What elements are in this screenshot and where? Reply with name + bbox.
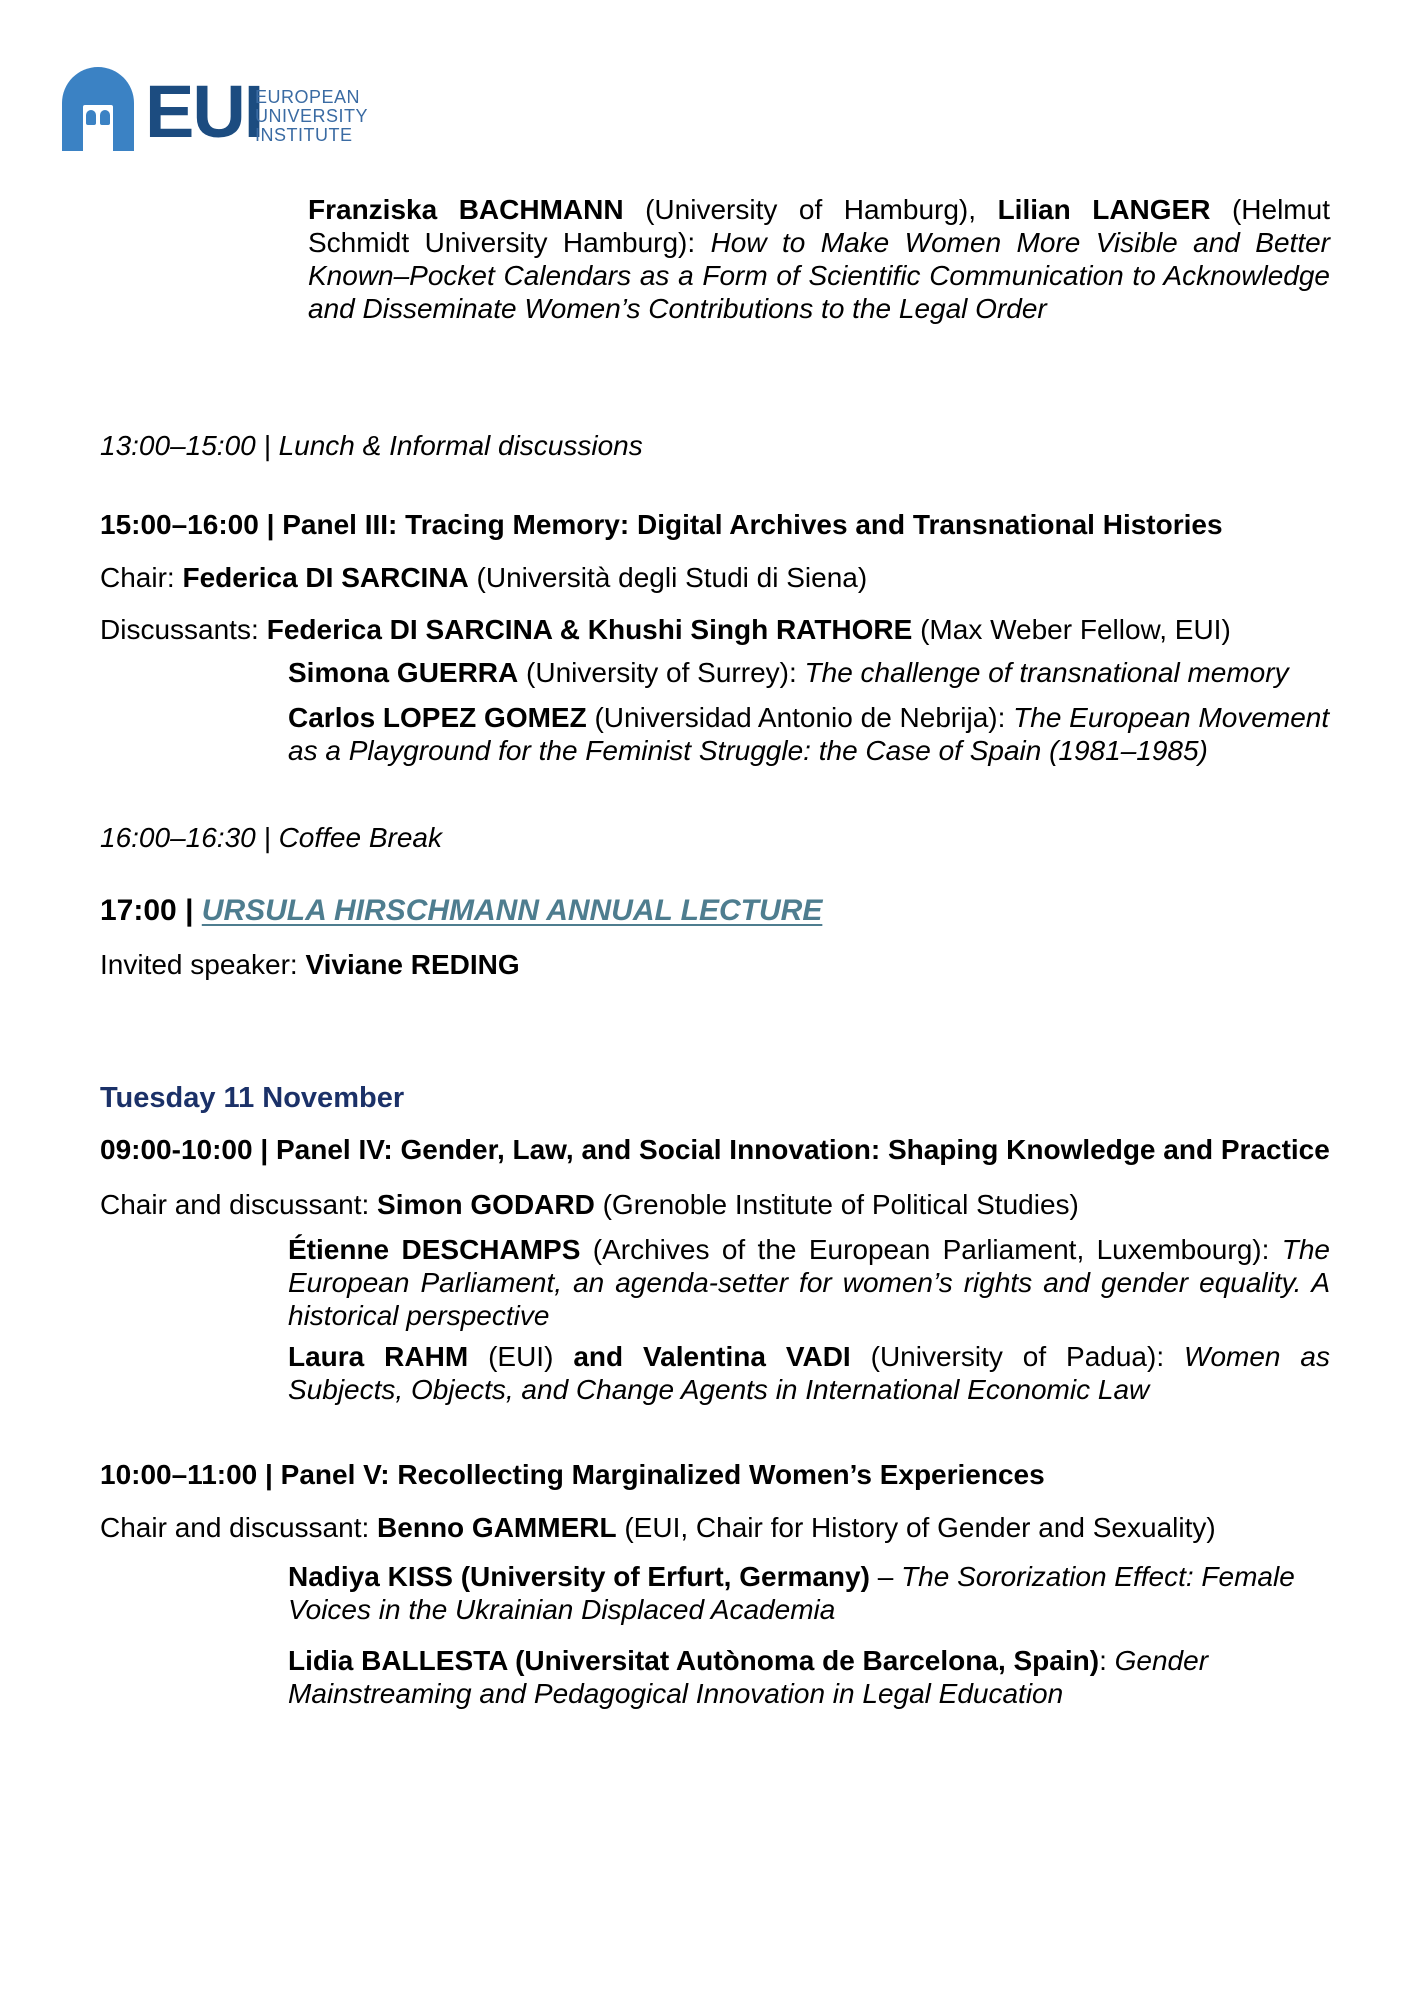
speaker-name: Carlos LOPEZ GOMEZ <box>288 702 587 734</box>
speaker-name: Nadiya KISS (University of Erfurt, Germany) <box>288 1561 870 1593</box>
panel-title: Panel IV: Gender, Law, and Social Innovation: Shaping Knowledge and Practice <box>275 1134 1330 1166</box>
chair-affiliation: (EUI, Chair for History of Gender and Sexuality) <box>616 1512 1216 1544</box>
paper-entry-guerra <box>288 656 1330 689</box>
speaker-affiliation: (University of Surrey): <box>518 657 805 689</box>
time-slot: 15:00–16:00 <box>100 509 259 541</box>
time-slot: 09:00-10:00 <box>100 1134 253 1166</box>
speaker-name: Simona GUERRA <box>288 657 519 689</box>
separator: | <box>257 1459 281 1491</box>
eui-name-line: UNIVERSITY <box>255 106 369 126</box>
chair-label: Chair: <box>100 562 183 594</box>
schedule-label: Coffee Break <box>278 822 442 854</box>
speaker-name: Étienne DESCHAMPS <box>288 1234 581 1266</box>
separator: | <box>255 430 279 462</box>
speaker-affiliation: (University of Hamburg), <box>623 194 998 225</box>
speaker-name: Franziska BACHMANN <box>308 194 624 225</box>
panel-5-chair-line <box>100 1511 1330 1544</box>
speaker-affiliation: (EUI) <box>468 1341 574 1373</box>
time-slot: 17:00 | <box>100 894 202 928</box>
chair-name: Federica DI SARCINA <box>182 562 469 594</box>
speaker-affiliation: (Archives of the European Parliament, Luxembourg): <box>580 1234 1282 1266</box>
separator: – <box>869 1561 902 1593</box>
paper-entry-ballesta <box>288 1644 1330 1710</box>
separator: : <box>1099 1645 1115 1677</box>
panel-title: Panel V: Recollecting Marginalized Women’s Experiences <box>280 1459 1045 1491</box>
paper-title: The European Movement as a Playground for the Feminist Struggle: the Case of Spain (1981–1985) <box>288 702 1330 767</box>
day-heading-tuesday: Tuesday 11 November <box>100 1081 405 1114</box>
paper-title: The European Parliament, an agenda-setter for women’s rights and gender equality. A historical perspective <box>288 1234 1330 1332</box>
separator: | <box>258 509 283 541</box>
schedule-item-annual-lecture <box>100 893 1330 928</box>
schedule-item-lunch <box>100 429 1330 462</box>
paper-title: The challenge of transnational memory <box>804 657 1289 689</box>
eui-institute-name <box>255 88 368 145</box>
schedule-item-coffee-break <box>100 821 1330 854</box>
ursula-hirschmann-lecture-link[interactable]: URSULA HIRSCHMANN ANNUAL LECTURE <box>201 894 823 928</box>
panel-3-discussants-line <box>100 613 1330 646</box>
eui-name-line: EUROPEAN <box>255 87 361 107</box>
separator: | <box>255 822 279 854</box>
speaker-name: Lilian LANGER <box>997 194 1211 225</box>
eui-arch-window-icon <box>86 110 96 125</box>
eui-arch-window-icon <box>100 110 110 125</box>
paper-entry-bachmann-langer <box>308 193 1330 325</box>
time-slot: 16:00–16:30 <box>100 822 256 854</box>
panel-4-chair-line <box>100 1188 1330 1221</box>
speaker-affiliation: (Universidad Antonio de Nebrija): <box>586 702 1014 734</box>
panel-heading-panel-3 <box>100 508 1330 541</box>
separator: | <box>252 1134 276 1166</box>
paper-entry-deschamps <box>288 1233 1330 1332</box>
eui-name-line: INSTITUTE <box>255 125 353 145</box>
program-content <box>0 193 1414 1710</box>
paper-entry-lopez-gomez <box>288 701 1330 767</box>
invited-speaker-name: Viviane REDING <box>305 948 520 980</box>
paper-entry-kiss <box>288 1560 1330 1626</box>
invited-speaker-label: Invited speaker: <box>100 948 306 980</box>
panel-heading-panel-4 <box>100 1133 1330 1166</box>
speaker-name: Lidia BALLESTA (Universitat Autònoma de Barcelona, Spain) <box>288 1645 1100 1677</box>
eui-arch-icon <box>62 67 134 151</box>
eui-acronym: EUI <box>145 70 263 153</box>
chair-name: Benno GAMMERL <box>377 1512 617 1544</box>
chair-name: Simon GODARD <box>377 1189 595 1221</box>
eui-logo <box>55 55 575 151</box>
panel-heading-panel-5 <box>100 1458 1330 1491</box>
paper-entry-rahm-vadi <box>288 1340 1330 1406</box>
discussant-affiliation: (Max Weber Fellow, EUI) <box>912 614 1231 646</box>
chair-affiliation: (Università degli Studi di Siena) <box>468 562 868 594</box>
chair-affiliation: (Grenoble Institute of Political Studies) <box>594 1189 1079 1221</box>
time-slot: 13:00–15:00 <box>100 430 256 462</box>
schedule-label: Lunch & Informal discussions <box>278 430 643 462</box>
paper-title: The Sororization Effect: Female Voices in the Ukrainian Displaced Academia <box>288 1561 1295 1626</box>
paper-title: Gender Mainstreaming and Pedagogical Innovation in Legal Education <box>288 1645 1209 1710</box>
invited-speaker-line <box>100 948 1330 981</box>
panel-title: Panel III: Tracing Memory: Digital Archives and Transnational Histories <box>282 509 1223 541</box>
panel-3-chair-line <box>100 561 1330 594</box>
chair-label: Chair and discussant: <box>100 1189 378 1221</box>
paper-title: How to Make Women More Visible and Better Known–Pocket Calendars as a Form of Scientific Communication to Acknowledge and Disseminate Women’s Contributions to the Legal Order <box>308 227 1330 325</box>
speaker-affiliation: (Helmut Schmidt University Hamburg): <box>308 194 1330 259</box>
eui-arch-door <box>83 105 113 151</box>
speaker-affiliation: (University of Padua): <box>850 1341 1185 1373</box>
discussant-names: Federica DI SARCINA & Khushi Singh RATHORE <box>266 614 913 646</box>
discussants-label: Discussants: <box>100 614 259 646</box>
chair-label: Chair and discussant: <box>100 1512 378 1544</box>
paper-title: Women as Subjects, Objects, and Change Agents in International Economic Law <box>288 1341 1330 1406</box>
speaker-name: Laura RAHM <box>288 1341 469 1373</box>
speaker-name: and Valentina VADI <box>573 1341 851 1373</box>
time-slot: 10:00–11:00 <box>100 1459 258 1491</box>
